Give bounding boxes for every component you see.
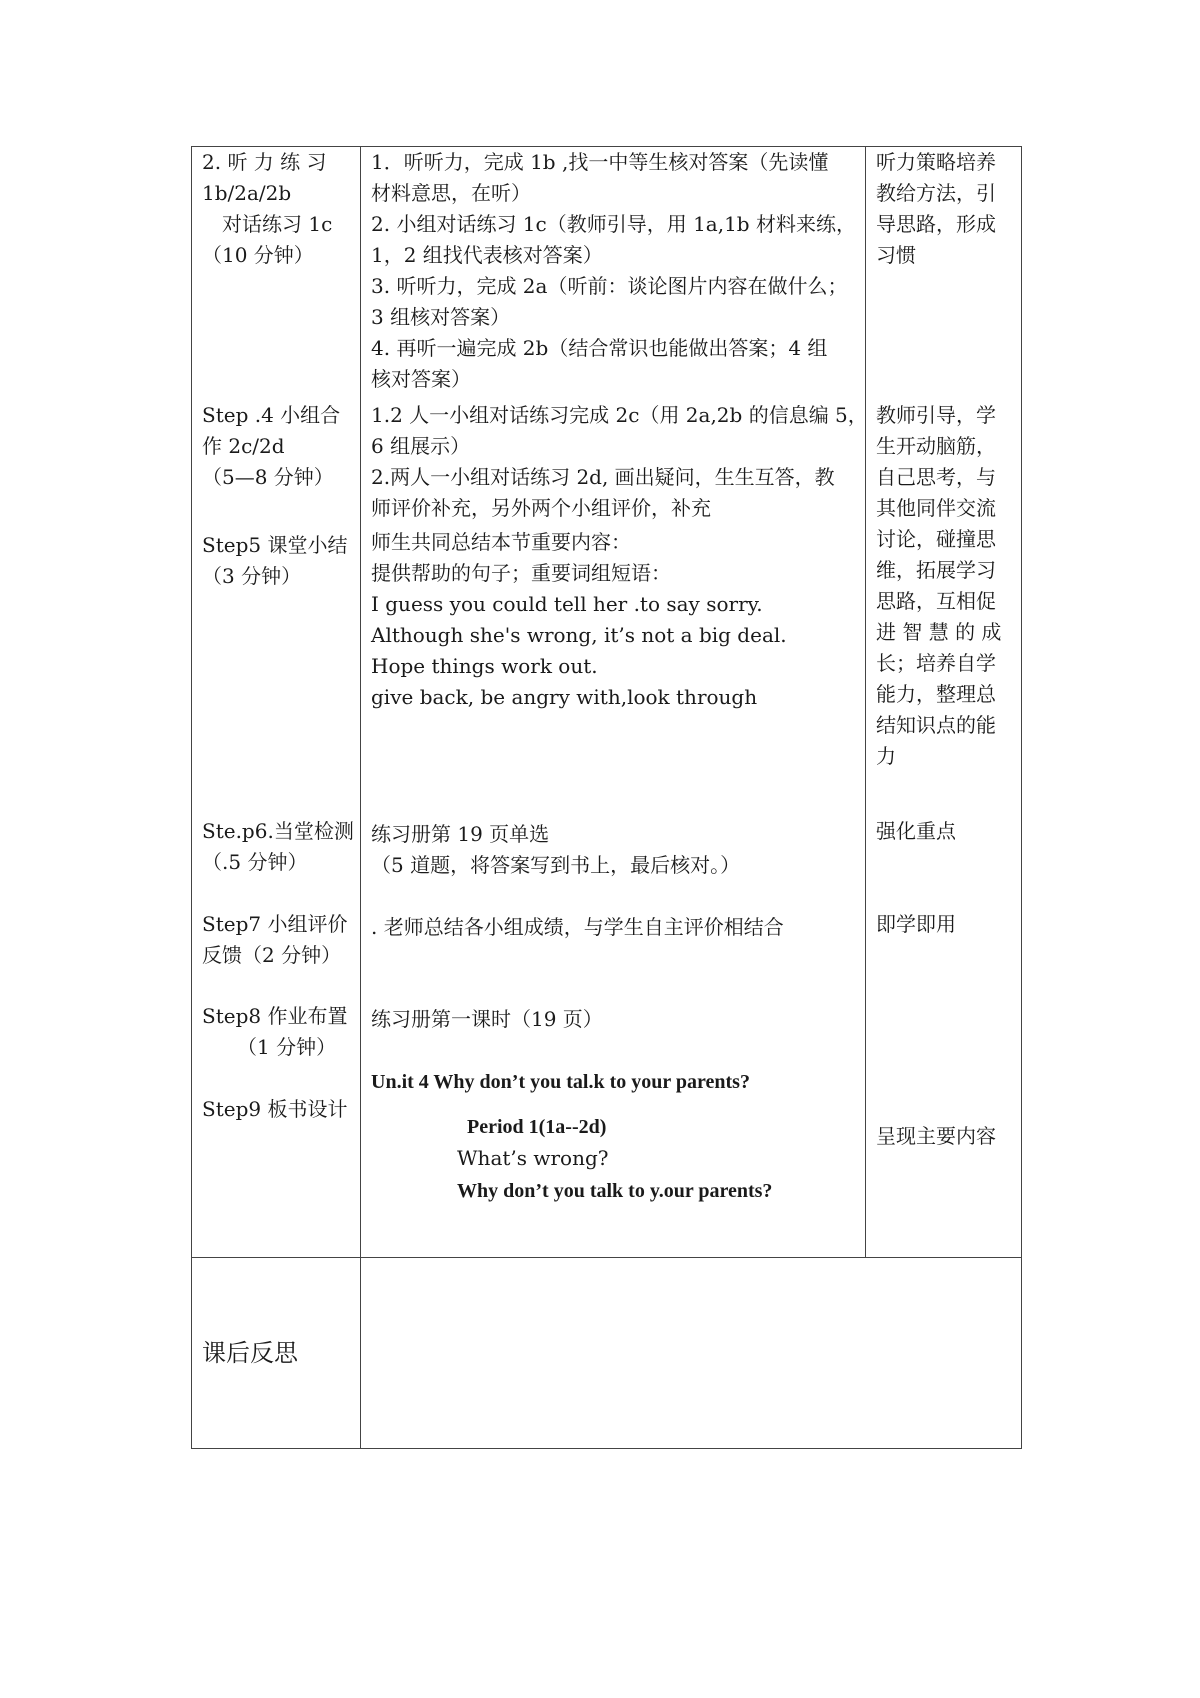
- purpose-line: 讨论，碰撞思: [876, 527, 996, 551]
- step4-activity-2: 2.两人一小组对话练习 2d, 画出疑问，生生互答，教: [371, 465, 835, 489]
- step9-title: Step9 板书设计: [202, 1097, 348, 1121]
- step2-activity-2b: 1，2 组找代表核对答案）: [371, 243, 603, 267]
- step8-activity: 练习册第一课时（19 页）: [371, 1007, 603, 1031]
- step2-dialogue: 对话练习 1c: [222, 212, 333, 236]
- board-period: Period 1(1a--2d): [467, 1116, 607, 1138]
- step4-activity-1b: 6 组展示）: [371, 434, 471, 458]
- step7-activity: . 老师总结各小组成绩，与学生自主评价相结合: [371, 915, 784, 939]
- step4-duration: （5—8 分钟）: [202, 465, 334, 489]
- step5-title: Step5 课堂小结: [202, 533, 348, 557]
- step2-subtitle: 1b/2a/2b: [202, 181, 292, 205]
- reflection-content-cell: [361, 1258, 1022, 1449]
- activity-column: [361, 147, 866, 1258]
- step6-duration: （.5 分钟）: [202, 850, 308, 874]
- reflection-label-cell: [192, 1258, 361, 1449]
- step8-title: Step8 作业布置: [202, 1004, 348, 1028]
- purpose-line: 自己思考，与: [876, 465, 996, 489]
- purpose-line: 教给方法，引: [876, 181, 996, 205]
- purpose-line: 维，拓展学习: [876, 558, 996, 582]
- board-question-1: What’s wrong?: [457, 1146, 609, 1170]
- purpose-line: 能力，整理总: [876, 682, 996, 706]
- step5-phrases: give back, be angry with,look through: [371, 685, 758, 709]
- step5-sentence-1: I guess you could tell her .to say sorry.: [371, 592, 763, 616]
- purpose-line: 思路，互相促: [876, 589, 996, 613]
- step2-activity-1b: 材料意思，在听）: [371, 181, 531, 205]
- purpose-line: 生开动脑筋，: [876, 434, 996, 458]
- purpose-line: 结知识点的能: [876, 713, 996, 737]
- step6-title: Ste.p6.当堂检测: [202, 819, 354, 843]
- step2-duration: （10 分钟）: [202, 243, 314, 267]
- step5-summary: 师生共同总结本节重要内容：: [371, 530, 631, 554]
- step5-duration: （3 分钟）: [202, 564, 302, 588]
- step2-activity-3: 3. 听听力，完成 2a（听前：谈论图片内容在做什么；: [371, 274, 848, 298]
- step-column: [192, 147, 361, 1258]
- step5-sentence-2: Although she's wrong, it’s not a big deal.: [371, 623, 787, 647]
- purpose-line: 力: [876, 744, 896, 768]
- board-question-2: Why don’t you talk to y.our parents?: [457, 1180, 773, 1202]
- purpose-line: 习惯: [876, 243, 916, 267]
- purpose-line: 即学即用: [876, 912, 956, 936]
- step8-duration: （1 分钟）: [237, 1035, 337, 1059]
- lesson-plan-table: [191, 146, 1022, 1449]
- purpose-line: 强化重点: [876, 819, 956, 843]
- board-unit-title: Un.it 4 Why don’t you tal.k to your parents?: [371, 1071, 750, 1093]
- step2-activity-4b: 核对答案）: [371, 367, 471, 391]
- purpose-line: 进 智 慧 的 成: [876, 620, 1002, 644]
- step7-title: Step7 小组评价: [202, 912, 348, 936]
- purpose-column: [866, 147, 1022, 1258]
- purpose-line: 其他同伴交流: [876, 496, 996, 520]
- step5-sentences-label: 提供帮助的句子；重要词组短语：: [371, 561, 671, 585]
- reflection-label: 课后反思: [202, 1339, 298, 1367]
- purpose-line: 教师引导，学: [876, 403, 996, 427]
- purpose-line: 导思路，形成: [876, 212, 996, 236]
- step2-activity-4: 4. 再听一遍完成 2b（结合常识也能做出答案；4 组: [371, 336, 828, 360]
- step6-activity-note: （5 道题，将答案写到书上，最后核对。）: [371, 853, 741, 877]
- step4-activity-2b: 师评价补充，另外两个小组评价，补充: [371, 496, 711, 520]
- step4-subtitle: 作 2c/2d: [202, 434, 285, 458]
- step7-duration: 反馈（2 分钟）: [202, 943, 342, 967]
- reflection-row: [192, 1258, 1022, 1449]
- purpose-line: 长；培养自学: [876, 651, 996, 675]
- step2-title: 2. 听 力 练 习: [202, 150, 327, 174]
- step6-activity: 练习册第 19 页单选: [371, 822, 550, 846]
- purpose-line: 呈现主要内容: [876, 1124, 996, 1148]
- step2-activity-3b: 3 组核对答案）: [371, 305, 511, 329]
- purpose-line: 听力策略培养: [876, 150, 996, 174]
- steps-row: [192, 147, 1022, 1258]
- step4-title: Step .4 小组合: [202, 403, 341, 427]
- step2-activity-2: 2. 小组对话练习 1c（教师引导，用 1a,1b 材料来练，: [371, 212, 856, 236]
- step5-sentence-3: Hope things work out.: [371, 654, 598, 678]
- step2-activity-1: 1．听听力，完成 1b ,找一中等生核对答案（先读懂: [371, 150, 829, 174]
- step4-activity-1: 1.2 人一小组对话练习完成 2c（用 2a,2b 的信息编 5，: [371, 403, 868, 427]
